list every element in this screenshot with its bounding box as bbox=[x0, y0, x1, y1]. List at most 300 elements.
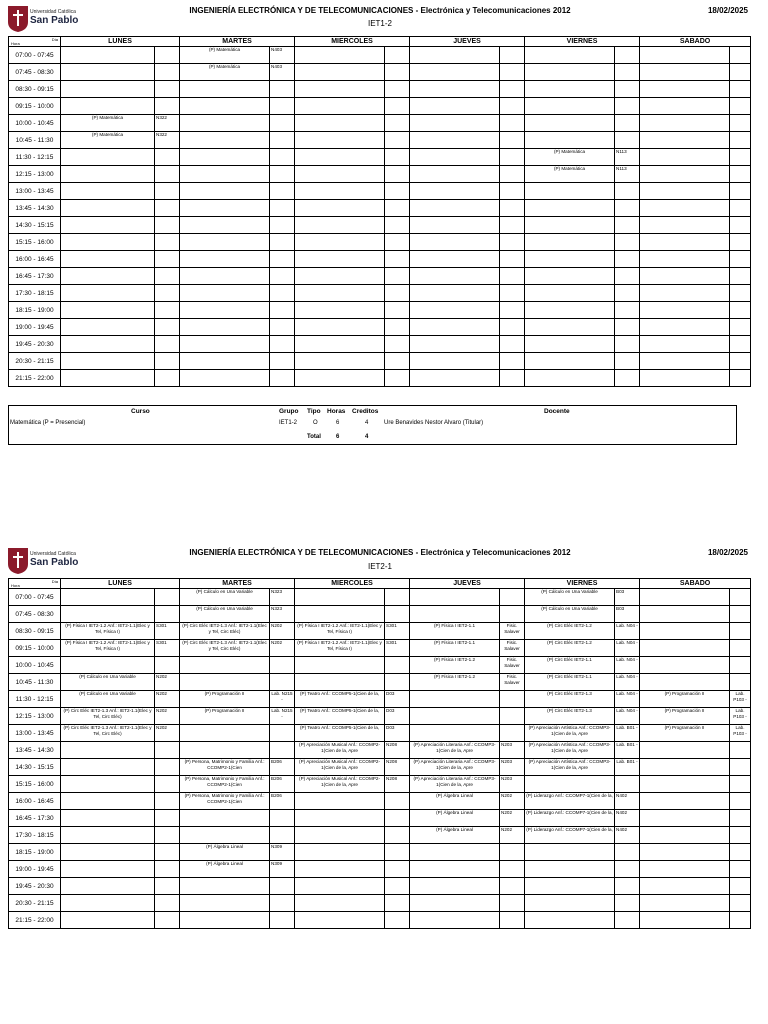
room-cell bbox=[155, 861, 180, 878]
room-cell bbox=[730, 132, 751, 149]
course-cell bbox=[525, 183, 615, 200]
course-cell bbox=[295, 234, 385, 251]
room-cell bbox=[615, 912, 640, 929]
room-cell bbox=[730, 251, 751, 268]
room-cell: Lab. B01 - bbox=[615, 725, 640, 742]
room-cell bbox=[270, 251, 295, 268]
room-cell bbox=[730, 47, 751, 64]
course-cell: (P) Apreciación Artística Anf.: CCOMP3-1(Cien de la, Apre bbox=[525, 742, 615, 759]
room-cell: N202 bbox=[500, 810, 525, 827]
room-cell bbox=[155, 370, 180, 387]
course-cell bbox=[410, 691, 500, 708]
room-cell: Lab. N04 - bbox=[615, 674, 640, 691]
room-cell: N403 bbox=[270, 47, 295, 64]
room-cell bbox=[730, 81, 751, 98]
room-cell bbox=[385, 370, 410, 387]
room-cell bbox=[500, 370, 525, 387]
time-slot: 07:00 - 07:45 bbox=[9, 589, 61, 606]
course-cell bbox=[640, 166, 730, 183]
course-cell bbox=[525, 353, 615, 370]
course-cell: (P) Cálculo en Una Variable bbox=[180, 606, 270, 623]
time-row bbox=[9, 589, 751, 606]
course-cell bbox=[410, 251, 500, 268]
summary-header-hours: Horas bbox=[327, 408, 346, 415]
time-slot: 17:30 - 18:15 bbox=[9, 285, 61, 302]
schedule1-title: INGENIERÍA ELECTRÓNICA Y DE TELECOMUNICACIONES - Electrónica y Telecomunicaciones 2012 bbox=[189, 6, 571, 15]
time-slot: 11:30 - 12:15 bbox=[9, 691, 61, 708]
course-cell bbox=[295, 200, 385, 217]
room-cell: D03 bbox=[385, 691, 410, 708]
course-cell bbox=[410, 895, 500, 912]
summary-header-credits: Creditos bbox=[352, 408, 379, 415]
course-cell bbox=[61, 810, 155, 827]
time-slot: 07:45 - 08:30 bbox=[9, 64, 61, 81]
course-cell bbox=[525, 115, 615, 132]
course-cell bbox=[525, 776, 615, 793]
room-cell bbox=[155, 319, 180, 336]
time-row bbox=[9, 708, 751, 725]
room-cell bbox=[500, 115, 525, 132]
summary-header-group: Grupo bbox=[279, 408, 299, 415]
course-cell bbox=[180, 742, 270, 759]
course-cell bbox=[295, 183, 385, 200]
room-cell bbox=[385, 827, 410, 844]
time-row bbox=[9, 115, 751, 132]
course-cell: (P) Apreciación Literaria Anf.: CCOMP3-1(Cien de la, Apre bbox=[410, 742, 500, 759]
course-cell bbox=[61, 81, 155, 98]
room-cell bbox=[615, 251, 640, 268]
time-row bbox=[9, 606, 751, 623]
course-cell bbox=[640, 132, 730, 149]
course-cell bbox=[295, 827, 385, 844]
time-row bbox=[9, 657, 751, 674]
course-cell: (P) Programación II bbox=[640, 708, 730, 725]
course-cell: (P) Matemática bbox=[525, 149, 615, 166]
room-cell bbox=[155, 336, 180, 353]
room-cell: Lab. N04 - bbox=[615, 708, 640, 725]
course-cell bbox=[525, 64, 615, 81]
course-cell bbox=[180, 878, 270, 895]
room-cell bbox=[730, 674, 751, 691]
room-cell bbox=[155, 742, 180, 759]
room-cell bbox=[385, 149, 410, 166]
time-row bbox=[9, 149, 751, 166]
course-cell bbox=[640, 234, 730, 251]
room-cell bbox=[270, 285, 295, 302]
course-cell bbox=[640, 47, 730, 64]
room-cell bbox=[730, 200, 751, 217]
course-cell: (P) Física I IET2-1.1 bbox=[410, 640, 500, 657]
summary-total-hours: 6 bbox=[336, 434, 340, 440]
time-slot: 09:15 - 10:00 bbox=[9, 640, 61, 657]
room-cell bbox=[270, 268, 295, 285]
course-cell bbox=[61, 895, 155, 912]
summary-course-name: Matemática (P = Presencial) bbox=[10, 420, 86, 426]
room-cell bbox=[730, 115, 751, 132]
room-cell bbox=[615, 302, 640, 319]
course-cell: (P) Persona, Matrimonio y Familia Anf.: CCOMP2-1(Cien bbox=[180, 776, 270, 793]
room-cell bbox=[730, 183, 751, 200]
course-cell bbox=[180, 285, 270, 302]
time-row bbox=[9, 132, 751, 149]
course-cell bbox=[640, 793, 730, 810]
room-cell bbox=[385, 64, 410, 81]
room-cell bbox=[155, 98, 180, 115]
university-logo bbox=[8, 548, 79, 574]
room-cell bbox=[270, 912, 295, 929]
room-cell: D03 bbox=[385, 708, 410, 725]
room-cell bbox=[615, 81, 640, 98]
course-cell bbox=[180, 674, 270, 691]
time-row bbox=[9, 895, 751, 912]
room-cell bbox=[155, 302, 180, 319]
course-cell: (P) Física I IET2-1.2 bbox=[410, 674, 500, 691]
room-cell bbox=[155, 827, 180, 844]
room-cell bbox=[730, 64, 751, 81]
room-cell: N208 bbox=[385, 759, 410, 776]
day-header: VIERNES bbox=[525, 579, 640, 589]
room-cell bbox=[730, 149, 751, 166]
course-cell bbox=[295, 353, 385, 370]
course-cell: (P) Programación II bbox=[640, 725, 730, 742]
course-cell bbox=[410, 200, 500, 217]
room-cell bbox=[615, 370, 640, 387]
time-row bbox=[9, 353, 751, 370]
room-cell bbox=[385, 895, 410, 912]
course-cell bbox=[410, 234, 500, 251]
course-cell bbox=[61, 861, 155, 878]
course-cell bbox=[640, 98, 730, 115]
room-cell bbox=[500, 353, 525, 370]
room-cell bbox=[730, 370, 751, 387]
room-cell: S301 bbox=[155, 623, 180, 640]
course-cell bbox=[640, 759, 730, 776]
room-cell bbox=[615, 336, 640, 353]
time-slot: 19:45 - 20:30 bbox=[9, 336, 61, 353]
room-cell bbox=[155, 912, 180, 929]
room-cell bbox=[730, 793, 751, 810]
time-row bbox=[9, 217, 751, 234]
time-slot: 08:30 - 09:15 bbox=[9, 623, 61, 640]
course-cell bbox=[410, 217, 500, 234]
course-cell bbox=[295, 336, 385, 353]
room-cell: S301 bbox=[385, 640, 410, 657]
room-cell: N202 bbox=[270, 640, 295, 657]
room-cell: N323 bbox=[270, 606, 295, 623]
course-cell bbox=[180, 827, 270, 844]
course-cell bbox=[525, 912, 615, 929]
day-header: SABADO bbox=[640, 579, 751, 589]
room-cell bbox=[385, 217, 410, 234]
room-cell bbox=[270, 895, 295, 912]
course-cell bbox=[525, 861, 615, 878]
room-cell: Lab. P103 - bbox=[730, 691, 751, 708]
course-cell bbox=[180, 149, 270, 166]
room-cell bbox=[615, 183, 640, 200]
course-cell: (P) Circ Eléc IET2-1.1 bbox=[525, 674, 615, 691]
time-row bbox=[9, 827, 751, 844]
room-cell bbox=[730, 268, 751, 285]
room-cell bbox=[730, 302, 751, 319]
room-cell bbox=[155, 64, 180, 81]
room-cell: N402 bbox=[615, 793, 640, 810]
course-cell bbox=[61, 370, 155, 387]
room-cell bbox=[730, 895, 751, 912]
course-cell bbox=[180, 268, 270, 285]
room-cell bbox=[500, 64, 525, 81]
course-cell bbox=[640, 861, 730, 878]
corner-hour-label: Hora bbox=[11, 583, 20, 588]
course-cell: (P) Persona, Matrimonio y Familia Anf.: CCOMP2-1(Cien bbox=[180, 793, 270, 810]
course-cell bbox=[525, 878, 615, 895]
room-cell bbox=[730, 98, 751, 115]
room-cell bbox=[155, 268, 180, 285]
course-cell: (P) Cálculo en Una Variable bbox=[525, 606, 615, 623]
day-header: MIERCOLES bbox=[295, 37, 410, 47]
room-cell bbox=[500, 725, 525, 742]
room-cell bbox=[155, 353, 180, 370]
course-cell bbox=[61, 200, 155, 217]
course-cell bbox=[640, 895, 730, 912]
course-cell bbox=[640, 623, 730, 640]
course-cell bbox=[180, 81, 270, 98]
course-cell bbox=[180, 895, 270, 912]
room-cell bbox=[500, 589, 525, 606]
course-cell bbox=[640, 742, 730, 759]
time-slot: 19:45 - 20:30 bbox=[9, 878, 61, 895]
course-cell: (P) Circ Eléc IET2-1.3 bbox=[525, 708, 615, 725]
room-cell bbox=[615, 319, 640, 336]
course-cell: (P) Álgebra Lineal bbox=[410, 793, 500, 810]
time-slot: 07:45 - 08:30 bbox=[9, 606, 61, 623]
room-cell bbox=[730, 776, 751, 793]
course-cell bbox=[640, 878, 730, 895]
time-row bbox=[9, 861, 751, 878]
course-cell bbox=[180, 353, 270, 370]
course-cell bbox=[61, 912, 155, 929]
corner-header bbox=[9, 37, 61, 47]
room-cell bbox=[270, 353, 295, 370]
course-cell bbox=[640, 353, 730, 370]
course-cell bbox=[410, 336, 500, 353]
course-cell bbox=[410, 64, 500, 81]
day-header: MARTES bbox=[180, 37, 295, 47]
course-cell bbox=[410, 149, 500, 166]
course-cell bbox=[410, 81, 500, 98]
course-cell: (P) Cálculo en Una Variable bbox=[61, 691, 155, 708]
time-row bbox=[9, 623, 751, 640]
time-slot: 13:45 - 14:30 bbox=[9, 200, 61, 217]
room-cell bbox=[500, 47, 525, 64]
course-cell: (P) Programación II bbox=[180, 708, 270, 725]
room-cell bbox=[385, 336, 410, 353]
room-cell: Lab. N04 - bbox=[615, 640, 640, 657]
course-cell bbox=[640, 115, 730, 132]
course-cell: (P) Teatro Anf.: CCOMP5-1(Cien de la, bbox=[295, 708, 385, 725]
time-row bbox=[9, 776, 751, 793]
room-cell bbox=[615, 98, 640, 115]
course-cell bbox=[61, 234, 155, 251]
room-cell bbox=[500, 268, 525, 285]
course-cell bbox=[640, 319, 730, 336]
room-cell bbox=[155, 895, 180, 912]
room-cell: Lab. N215 - bbox=[270, 691, 295, 708]
room-cell bbox=[155, 759, 180, 776]
room-cell bbox=[385, 251, 410, 268]
room-cell: N322 bbox=[155, 132, 180, 149]
logo-name-text: San Pablo bbox=[30, 557, 79, 568]
room-cell: N208 bbox=[385, 776, 410, 793]
course-cell bbox=[525, 319, 615, 336]
schedule2-group: IET2-1 bbox=[367, 562, 392, 571]
time-row bbox=[9, 912, 751, 929]
summary-total-credits: 4 bbox=[365, 434, 369, 440]
course-cell bbox=[640, 776, 730, 793]
course-cell bbox=[295, 268, 385, 285]
room-cell bbox=[500, 217, 525, 234]
course-cell bbox=[61, 183, 155, 200]
summary-header-type: Tipo bbox=[307, 408, 321, 415]
time-slot: 13:00 - 13:45 bbox=[9, 183, 61, 200]
room-cell bbox=[500, 166, 525, 183]
time-slot: 21:15 - 22:00 bbox=[9, 370, 61, 387]
time-slot: 18:15 - 19:00 bbox=[9, 302, 61, 319]
course-cell bbox=[640, 844, 730, 861]
summary-total-label: Total bbox=[307, 434, 321, 440]
course-cell bbox=[640, 640, 730, 657]
room-cell: N323 bbox=[270, 589, 295, 606]
time-row bbox=[9, 47, 751, 64]
course-cell: (P) Circ Eléc IET2-1.3 Anf.: IET2-1.1(Elec y Tel, Circ Eléc) bbox=[61, 725, 155, 742]
course-cell: (P) Programación II bbox=[640, 691, 730, 708]
room-cell bbox=[155, 878, 180, 895]
room-cell bbox=[500, 895, 525, 912]
room-cell: Lab. N04 - bbox=[615, 623, 640, 640]
course-cell bbox=[295, 861, 385, 878]
course-cell bbox=[410, 912, 500, 929]
course-cell: (P) Apreciación Musical Anf.: CCOMP2-1(Cien de la, Apre bbox=[295, 776, 385, 793]
time-slot: 11:30 - 12:15 bbox=[9, 149, 61, 166]
schedule1-course-summary bbox=[8, 405, 737, 445]
room-cell bbox=[615, 844, 640, 861]
schedule1-table bbox=[8, 36, 751, 387]
course-cell bbox=[640, 217, 730, 234]
room-cell bbox=[270, 370, 295, 387]
room-cell bbox=[615, 353, 640, 370]
course-cell bbox=[61, 606, 155, 623]
room-cell: N203 bbox=[500, 776, 525, 793]
room-cell bbox=[730, 742, 751, 759]
room-cell bbox=[270, 336, 295, 353]
room-cell bbox=[385, 268, 410, 285]
room-cell bbox=[500, 234, 525, 251]
time-slot: 15:15 - 16:00 bbox=[9, 776, 61, 793]
time-row bbox=[9, 268, 751, 285]
course-cell bbox=[295, 132, 385, 149]
room-cell bbox=[385, 353, 410, 370]
time-slot: 20:30 - 21:15 bbox=[9, 353, 61, 370]
room-cell: N402 bbox=[615, 810, 640, 827]
course-cell bbox=[295, 115, 385, 132]
course-cell bbox=[640, 657, 730, 674]
time-slot: 09:15 - 10:00 bbox=[9, 98, 61, 115]
room-cell bbox=[270, 132, 295, 149]
room-cell bbox=[270, 115, 295, 132]
room-cell bbox=[730, 844, 751, 861]
course-cell: (P) Matemática bbox=[61, 132, 155, 149]
time-slot: 16:45 - 17:30 bbox=[9, 810, 61, 827]
room-cell bbox=[155, 251, 180, 268]
course-cell bbox=[180, 166, 270, 183]
time-row bbox=[9, 640, 751, 657]
logo-name-text: San Pablo bbox=[30, 15, 79, 26]
course-cell: (P) Circ Eléc IET2-1.3 Anf.: IET2-1.1(Elec y Tel, Circ Eléc) bbox=[61, 708, 155, 725]
room-cell bbox=[270, 827, 295, 844]
course-cell bbox=[410, 285, 500, 302]
room-cell bbox=[730, 606, 751, 623]
room-cell bbox=[500, 861, 525, 878]
room-cell bbox=[155, 166, 180, 183]
room-cell: B206 bbox=[270, 776, 295, 793]
course-cell bbox=[640, 810, 730, 827]
room-cell: N203 bbox=[500, 759, 525, 776]
course-cell bbox=[525, 132, 615, 149]
time-row bbox=[9, 200, 751, 217]
room-cell: Lab. N04 - bbox=[615, 657, 640, 674]
time-row bbox=[9, 302, 751, 319]
room-cell bbox=[385, 319, 410, 336]
room-cell: B03 bbox=[615, 589, 640, 606]
room-cell: Lab. N215 - bbox=[270, 708, 295, 725]
room-cell bbox=[155, 149, 180, 166]
room-cell bbox=[385, 810, 410, 827]
course-cell bbox=[525, 251, 615, 268]
course-cell bbox=[61, 336, 155, 353]
course-cell bbox=[640, 606, 730, 623]
room-cell bbox=[270, 302, 295, 319]
course-cell bbox=[410, 370, 500, 387]
course-cell bbox=[180, 200, 270, 217]
room-cell bbox=[500, 336, 525, 353]
course-cell bbox=[410, 606, 500, 623]
time-slot: 13:45 - 14:30 bbox=[9, 742, 61, 759]
course-cell bbox=[61, 251, 155, 268]
course-cell bbox=[410, 708, 500, 725]
course-cell: (P) Matemática bbox=[180, 64, 270, 81]
room-cell bbox=[155, 810, 180, 827]
course-cell bbox=[180, 725, 270, 742]
course-cell: (P) Física I IET2-1.1 bbox=[410, 623, 500, 640]
room-cell bbox=[500, 319, 525, 336]
course-cell bbox=[410, 115, 500, 132]
time-row bbox=[9, 691, 751, 708]
course-cell bbox=[525, 370, 615, 387]
room-cell bbox=[385, 81, 410, 98]
room-cell bbox=[155, 776, 180, 793]
room-cell bbox=[615, 217, 640, 234]
room-cell bbox=[500, 251, 525, 268]
course-cell: (P) Apreciación Artística Anf.: CCOMP3-1(Cien de la, Apre bbox=[525, 725, 615, 742]
room-cell: N202 bbox=[155, 691, 180, 708]
course-cell bbox=[525, 336, 615, 353]
room-cell bbox=[385, 302, 410, 319]
course-cell bbox=[180, 98, 270, 115]
room-cell bbox=[385, 793, 410, 810]
schedule1-date: 18/02/2025 bbox=[707, 6, 748, 15]
room-cell bbox=[270, 183, 295, 200]
course-cell bbox=[295, 606, 385, 623]
room-cell bbox=[385, 878, 410, 895]
